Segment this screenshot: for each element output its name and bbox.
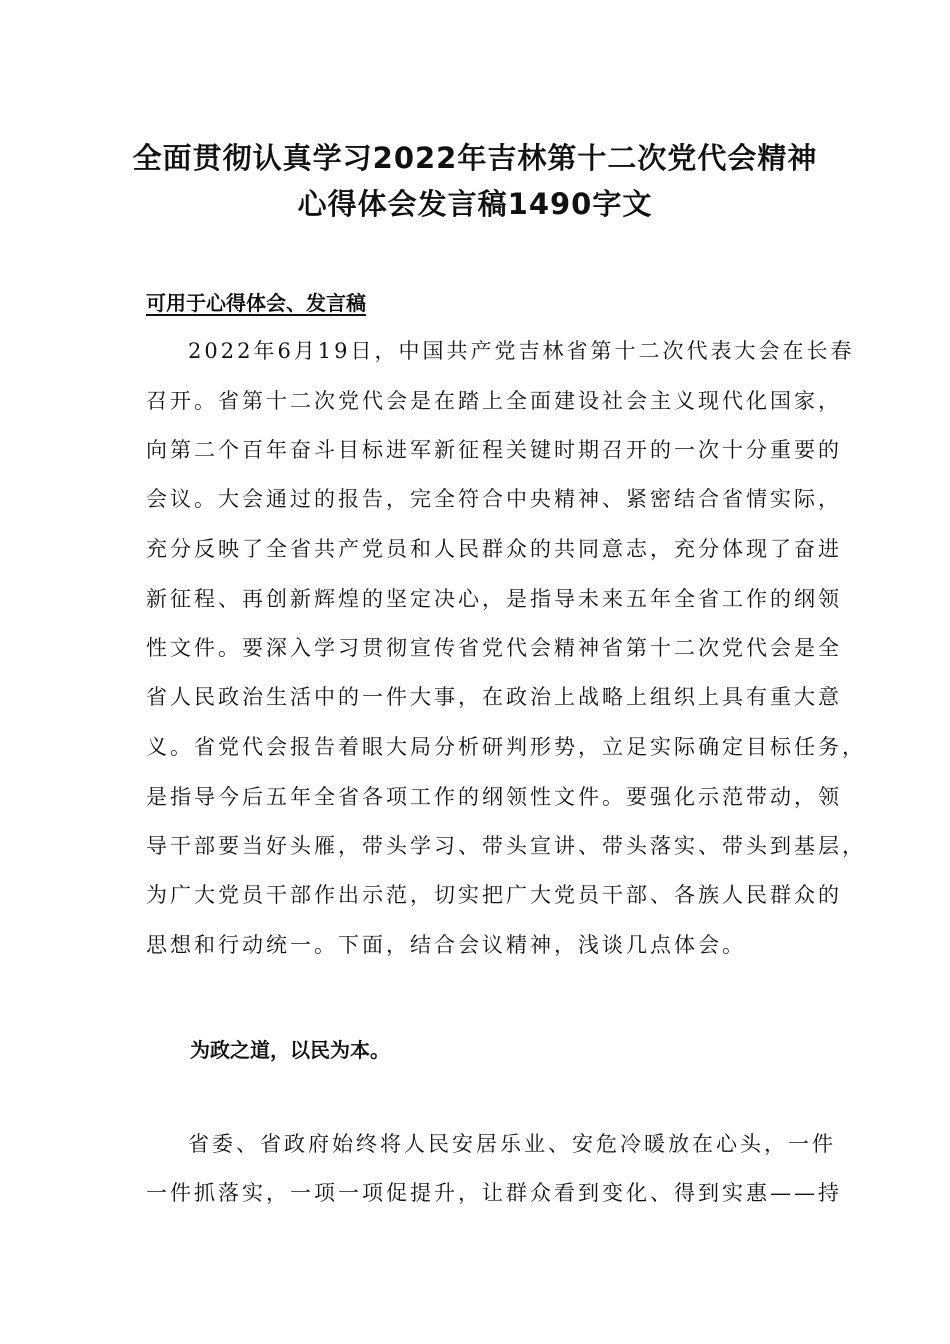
paragraph-line: 省人民政治生活中的一件大事，在政治上战略上组织上具有重大意 [146,685,842,709]
paragraph-line: 充分反映了全省共产党员和人民群众的共同意志，充分体现了奋进 [146,537,842,561]
paragraph-line: 会议。大会通过的报告，完全符合中央精神、紧密结合省情实际， [146,487,842,511]
paragraph-line: 导干部要当好头雁，带头学习、带头宣讲、带头落实、带头到基层， [146,834,866,858]
paragraph-line: 一件抓落实，一项一项促提升，让群众看到变化、得到实惠——持 [146,1181,842,1205]
paragraph-line: 2022年6月19日，中国共产党吉林省第十二次代表大会在长春 [188,339,855,363]
section-heading: 为政之道，以民为本。 [190,1038,390,1062]
document-subtitle: 可用于心得体会、发言稿 [146,291,366,315]
paragraph-line: 性文件。要深入学习贯彻宣传省党代会精神省第十二次党代会是全 [146,636,842,660]
document-title-line-2: 心得体会发言稿1490字文 [297,187,653,221]
paragraph-line: 为广大党员干部作出示范，切实把广大党员干部、各族人民群众的 [146,883,842,907]
paragraph-line: 思想和行动统一。下面，结合会议精神，浅谈几点体会。 [146,933,746,957]
paragraph-line: 是指导今后五年全省各项工作的纲领性文件。要强化示范带动，领 [146,785,842,809]
paragraph-line: 召开。省第十二次党代会是在踏上全面建设社会主义现代化国家， [146,389,842,413]
paragraph-line: 向第二个百年奋斗目标进军新征程关键时期召开的一次十分重要的 [146,438,842,462]
paragraph-line: 新征程、再创新辉煌的坚定决心，是指导未来五年全省工作的纲领 [146,587,842,611]
paragraph-line: 省委、省政府始终将人民安居乐业、安危冷暖放在心头，一件 [188,1132,836,1156]
paragraph-line: 义。省党代会报告着眼大局分析研判形势，立足实际确定目标任务， [146,735,866,759]
document-title-line-1: 全面贯彻认真学习2022年吉林第十二次党代会精神 [132,141,818,175]
